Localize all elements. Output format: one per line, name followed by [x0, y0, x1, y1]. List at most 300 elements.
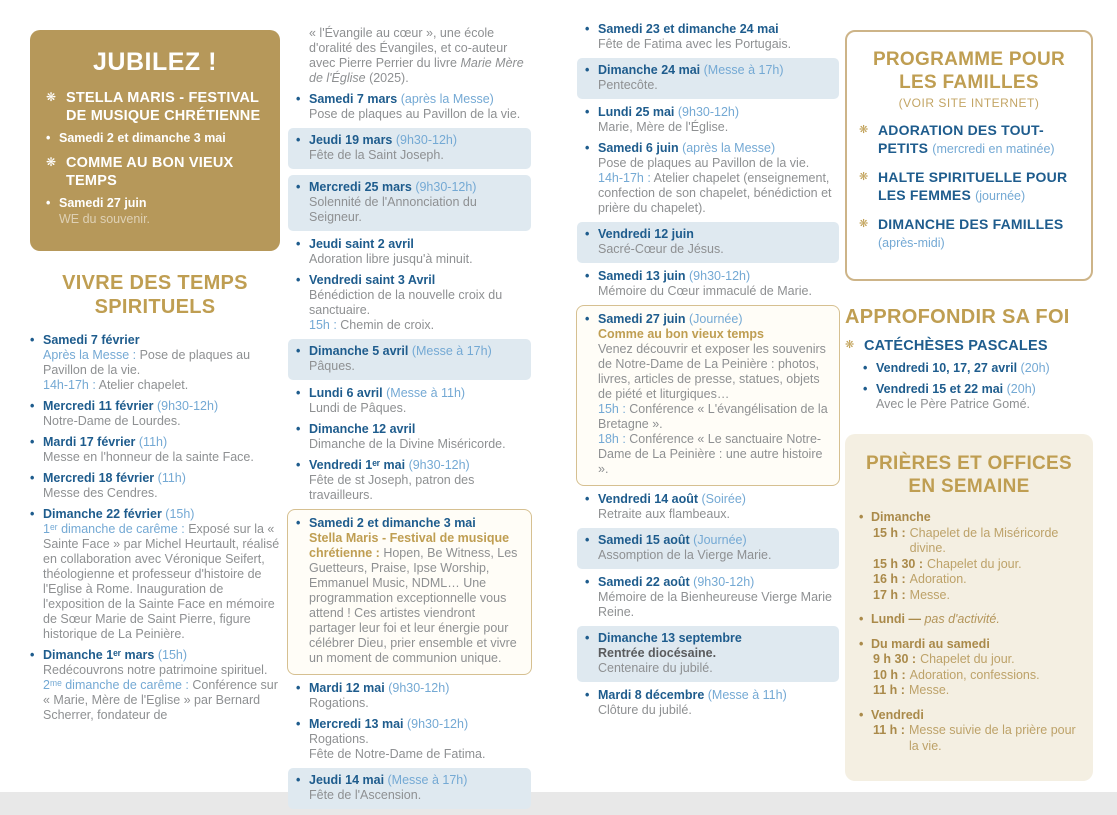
- event-line: [43, 663, 280, 678]
- event-text-segment: Exposé sur la « Sainte Face » par Michel Heurtault, réalisé en collaboration avec Véronique Seifert, théologienne et professeur d'histoire de l'Eglise à Rome. Inauguration de l'exposition de la Sainte Face en mémoire de Sœur Marie de Saint Pierre, figure historique de La Peinière.: [43, 522, 280, 641]
- prieres-day: Du mardi au samedi: [871, 636, 990, 651]
- event-head: [309, 717, 529, 732]
- event-text-segment: Centenaire du jubilé.: [598, 661, 713, 675]
- event-head: [598, 141, 837, 156]
- catechese-time-note: (20h): [1017, 361, 1050, 375]
- catechese-date: Vendredi 15 et 22 mai: [876, 382, 1004, 396]
- event-text-segment: 18h :: [598, 432, 630, 446]
- catechese-item: [863, 361, 1093, 376]
- event-head: [309, 681, 529, 696]
- event-line: [43, 378, 280, 393]
- event-item: [296, 386, 529, 416]
- event-head: [598, 269, 837, 284]
- event-head: [598, 227, 833, 242]
- event-time-note: (15h): [161, 507, 195, 521]
- catechese-item: [863, 382, 1093, 412]
- event-time-note: (9h30-12h): [392, 133, 458, 147]
- event-item: [585, 492, 837, 522]
- event-date: Samedi 7 février: [43, 333, 140, 347]
- bullet-icon: •: [296, 237, 301, 251]
- event-item: [585, 105, 837, 135]
- event-date: Samedi 22 août: [598, 575, 690, 589]
- event-line: [309, 359, 525, 374]
- bullet-icon: •: [296, 92, 301, 106]
- event-time-note: (après la Messe): [397, 92, 494, 106]
- bullet-icon: •: [30, 435, 35, 449]
- event-line: [598, 342, 831, 402]
- event-line: [43, 486, 280, 501]
- event-head: [43, 435, 280, 450]
- event-head: [309, 773, 525, 788]
- event-head: [309, 237, 529, 252]
- bullet-icon: •: [859, 636, 864, 651]
- event-text-segment: « l'Évangile au cœur », une école d'oralité des Évangiles, et co-auteur avec Pierre Perrier du livre: [309, 26, 508, 70]
- event-date: Dimanche 24 mai: [598, 63, 701, 77]
- prieres-time-desc: Chapelet du jour.: [927, 556, 1022, 571]
- column-1: [30, 30, 280, 729]
- prieres-box: [845, 434, 1093, 781]
- prieres-time-line: [871, 526, 1079, 557]
- bullet-icon: •: [296, 422, 301, 436]
- event-item: [585, 269, 837, 299]
- event-text-segment: Après la Messe :: [43, 348, 140, 362]
- bullet-icon: •: [859, 612, 864, 626]
- prieres-time-label: 17 h :: [873, 587, 906, 602]
- event-head: [43, 471, 280, 486]
- event-date: Mardi 8 décembre: [598, 688, 705, 702]
- event-text-segment: Mémoire du Cœur immaculé de Marie.: [598, 284, 812, 298]
- event-date: Vendredi 12 juin: [598, 227, 694, 241]
- bullet-icon: •: [296, 180, 301, 194]
- bullet-icon: •: [585, 688, 590, 702]
- event-line: [598, 327, 831, 342]
- familles-item-note: (journée): [975, 189, 1026, 203]
- event-date: Jeudi 19 mars: [309, 133, 393, 147]
- event-head: [598, 105, 837, 120]
- event-time-note: (11h): [135, 435, 168, 449]
- prieres-day-line: [871, 708, 1079, 724]
- event-line: [598, 507, 837, 522]
- bullet-icon: •: [296, 681, 301, 695]
- event-text-segment: Chemin de croix.: [340, 318, 435, 332]
- event-head: [309, 273, 529, 288]
- event-date: Vendredi 1ᵉʳ mai: [309, 458, 406, 472]
- events-column-3: [585, 22, 837, 718]
- bullet-icon: •: [585, 269, 590, 283]
- flower-icon: ❋: [46, 90, 57, 104]
- event-line: [598, 37, 837, 52]
- event-date: Lundi 6 avril: [309, 386, 383, 400]
- bullet-icon: •: [30, 507, 35, 521]
- bullet-icon: •: [30, 333, 35, 347]
- event-head: [598, 533, 833, 548]
- familles-title: PROGRAMME POUR LES FAMILLES: [872, 49, 1066, 93]
- bullet-icon: •: [585, 312, 590, 326]
- event-date: Dimanche 22 février: [43, 507, 162, 521]
- familles-items: [859, 122, 1079, 252]
- flower-icon: ❋: [845, 339, 855, 351]
- event-line: [309, 107, 529, 122]
- catechese-time-note: (20h): [1003, 382, 1036, 396]
- event-text-segment: Rogations.: [309, 732, 369, 746]
- event-item: [288, 768, 531, 809]
- event-line: [309, 696, 529, 711]
- prieres-time-label: 11 h :: [873, 683, 905, 697]
- prieres-time-desc: Chapelet du jour.: [920, 652, 1015, 666]
- bullet-icon: •: [296, 344, 301, 358]
- event-time-note: (11h): [154, 471, 186, 485]
- event-time-note: (Messe à 11h): [382, 386, 466, 400]
- event-text-segment: Marie Mère de l'Église: [309, 56, 524, 85]
- event-text-segment: Comme au bon vieux temps: [598, 327, 765, 341]
- bullet-icon: •: [30, 471, 35, 485]
- event-text-segment: (2025).: [365, 71, 409, 85]
- event-item: [296, 681, 529, 711]
- event-item: [577, 626, 839, 682]
- event-text-segment: Marie, Mère de l'Église.: [598, 120, 729, 134]
- event-text-segment: Hopen, Be Witness, Les Guetteurs, Praise, Ipse Worship, Emmanuel Music, NDML… Une programmation exceptionnelle vous attend ! Ces artistes viendront partager leur foi et leur énergie pour célébrer Dieu, prier ensemble et vivre un moment de communion unique.: [309, 546, 518, 665]
- event-line: [309, 473, 529, 503]
- event-head: [309, 180, 525, 195]
- event-text-segment: Mémoire de la Bienheureuse Vierge Marie Reine.: [598, 590, 832, 619]
- familles-item-note: (après-midi): [878, 236, 945, 250]
- event-time-note: (9h30-12h): [685, 269, 751, 283]
- familles-item-label: DIMANCHE DES FAMILLES: [878, 216, 1064, 232]
- event-time-note: (9h30-12h): [674, 105, 740, 119]
- event-item: [585, 22, 837, 52]
- prieres-time-label: 16 h :: [873, 572, 906, 586]
- flower-icon: ❋: [859, 218, 869, 230]
- jubilez-date-note: WE du souvenir.: [59, 212, 151, 226]
- prieres-time-line: [871, 588, 1079, 604]
- event-text-segment: Retraite aux flambeaux.: [598, 507, 731, 521]
- event-time-note: (9h30-12h): [689, 575, 755, 589]
- event-item: [296, 273, 529, 333]
- bullet-icon: •: [46, 131, 51, 145]
- event-item: [296, 237, 529, 267]
- event-time-note: (9h30-12h): [153, 399, 219, 413]
- event-text-segment: Fête de l'Ascension.: [309, 788, 422, 802]
- event-line: [309, 747, 529, 762]
- event-text-segment: Pâques.: [309, 359, 355, 373]
- familles-subtitle: (VOIR SITE INTERNET): [898, 96, 1040, 110]
- familles-item-label: ADORATION DES TOUT-PETITS: [878, 122, 1044, 156]
- event-time-note: (après la Messe): [678, 141, 776, 155]
- event-text-segment: Pose de plaques au Pavillon de la vie.: [43, 348, 251, 377]
- event-text-segment: Fête de Fatima avec les Portugais.: [598, 37, 792, 51]
- event-line: [43, 450, 280, 465]
- bullet-icon: •: [585, 533, 590, 547]
- prieres-time-desc: Adoration, confessions.: [909, 667, 1040, 682]
- bullet-icon: •: [585, 22, 590, 36]
- event-date: Jeudi saint 2 avril: [309, 237, 414, 251]
- event-time-note: (Soirée): [698, 492, 746, 506]
- event-item: [288, 175, 531, 231]
- event-item: [585, 688, 837, 718]
- bullet-icon: •: [585, 492, 590, 506]
- event-date: Samedi 15 août: [598, 533, 690, 547]
- jubilez-item-label: COMME AU BON VIEUX TEMPS: [66, 155, 234, 189]
- jubilez-item: [46, 89, 264, 125]
- event-item: [296, 92, 529, 122]
- event-text-segment: Pentecôte.: [598, 78, 658, 92]
- bullet-icon: •: [30, 648, 35, 662]
- event-line: [598, 402, 831, 432]
- events-column-2: [296, 26, 529, 809]
- catechese-head: [876, 382, 1093, 397]
- prieres-time-line: [871, 557, 1079, 573]
- event-line: [309, 788, 525, 803]
- event-date: Samedi 2 et dimanche 3 mai: [309, 516, 476, 530]
- event-head: [598, 688, 837, 703]
- bullet-icon: •: [296, 717, 301, 731]
- approfondir-items: [845, 361, 1093, 412]
- event-item: [30, 471, 280, 501]
- event-date: Samedi 23 et dimanche 24 mai: [598, 22, 779, 36]
- event-item: [30, 333, 280, 393]
- event-item: [577, 528, 839, 569]
- event-text-segment: 15h :: [309, 318, 341, 332]
- prieres-day: Lundi: [871, 612, 906, 626]
- event-date: Lundi 25 mai: [598, 105, 675, 119]
- bullet-icon: •: [863, 382, 868, 396]
- event-text-segment: Conférence « L'évangélisation de la Bretagne ».: [598, 402, 828, 431]
- event-head: [598, 575, 837, 590]
- event-date: Mercredi 18 février: [43, 471, 155, 485]
- event-line: [309, 732, 529, 747]
- event-time-note: (Messe à 17h): [700, 63, 784, 77]
- prieres-time-desc: Messe suivie de la prière pour la vie.: [908, 723, 1076, 753]
- flower-icon: ❋: [859, 171, 869, 183]
- event-text-segment: Conférence sur « Marie, Mère de l'Eglise » par Bernard Scherrer, fondateur de: [43, 678, 278, 722]
- event-head: [309, 516, 523, 531]
- bullet-icon: •: [585, 141, 590, 155]
- event-line: [598, 284, 837, 299]
- event-item: [288, 339, 531, 380]
- event-text-segment: Venez découvrir et exposer les souvenirs de Notre-Dame de La Peinière : photos, livres, articles de presse, statues, objets de piété et liturgiques…: [598, 342, 826, 401]
- prieres-group: [859, 637, 1079, 699]
- event-line: [309, 195, 525, 225]
- event-time-note: (15h): [154, 648, 188, 662]
- event-date: Samedi 6 juin: [598, 141, 679, 155]
- event-item: [296, 26, 529, 86]
- jubilez-item: [46, 154, 264, 190]
- event-text-segment: Messe en l'honneur de la sainte Face.: [43, 450, 254, 464]
- event-date: Mercredi 25 mars: [309, 180, 412, 194]
- event-text-segment: 15h :: [598, 402, 630, 416]
- bullet-icon: •: [296, 133, 301, 147]
- event-line: [598, 432, 831, 477]
- event-head: [309, 422, 529, 437]
- approfondir-subheading-label: CATÉCHÈSES PASCALES: [864, 338, 1048, 354]
- event-head: [43, 333, 280, 348]
- column-2: [296, 26, 529, 815]
- event-line: [598, 78, 833, 93]
- column-3: [585, 22, 837, 724]
- bullet-icon: •: [296, 458, 301, 472]
- event-text-segment: Messe des Cendres.: [43, 486, 158, 500]
- bullet-icon: •: [585, 63, 590, 77]
- event-item: [30, 435, 280, 465]
- event-head: [309, 458, 529, 473]
- event-text-segment: 14h-17h :: [598, 171, 654, 185]
- jubilez-item-date: [46, 130, 264, 146]
- event-time-note: (Journée): [685, 312, 743, 326]
- event-head: [598, 492, 837, 507]
- jubilez-items: [46, 89, 264, 227]
- events-column-1: [30, 333, 280, 723]
- prieres-day-line: [871, 612, 1079, 628]
- event-item: [585, 141, 837, 216]
- event-text-segment: Rentrée diocésaine.: [598, 646, 717, 660]
- event-time-note: (Messe à 17h): [384, 773, 468, 787]
- event-item: [30, 399, 280, 429]
- prieres-day-line: [871, 637, 1079, 653]
- event-text-segment: Fête de la Saint Joseph.: [309, 148, 444, 162]
- jubilez-title: JUBILEZ !: [93, 48, 217, 76]
- event-text-segment: Solennité de l'Annonciation du Seigneur.: [309, 195, 477, 224]
- event-item: [576, 305, 840, 486]
- prieres-time-line: [871, 572, 1079, 588]
- bullet-icon: •: [859, 707, 864, 722]
- event-head: [598, 63, 833, 78]
- event-text-segment: Assomption de la Vierge Marie.: [598, 548, 772, 562]
- prieres-time-label: 11 h :: [873, 723, 905, 737]
- event-text-segment: Conférence « Le sanctuaire Notre-Dame de La Peinière : une autre histoire ».: [598, 432, 823, 476]
- prieres-time-desc: Chapelet de la Miséricorde divine.: [909, 525, 1059, 555]
- prieres-day-note: pas d'activité.: [924, 612, 1000, 626]
- catechese-date: Vendredi 10, 17, 27 avril: [876, 361, 1018, 375]
- event-date: Samedi 13 juin: [598, 269, 686, 283]
- familles-item-note: (mercredi en matinée): [932, 142, 1055, 156]
- bullet-icon: •: [863, 361, 868, 375]
- event-line: [309, 531, 523, 666]
- prieres-day: Vendredi: [871, 707, 924, 722]
- event-head: [43, 399, 280, 414]
- event-item: [30, 507, 280, 642]
- familles-item-label: HALTE SPIRITUELLE POUR LES FEMMES: [878, 169, 1068, 203]
- event-text-segment: Dimanche de la Divine Miséricorde.: [309, 437, 506, 451]
- prieres-time-label: 15 h :: [873, 525, 906, 540]
- event-date: Mardi 12 mai: [309, 681, 385, 695]
- event-text-segment: Pose de plaques au Pavillon de la vie.: [309, 107, 521, 121]
- event-text-segment: Adoration libre jusqu'à minuit.: [309, 252, 473, 266]
- event-date: Dimanche 1ᵉʳ mars: [43, 648, 155, 662]
- bullet-icon: •: [296, 386, 301, 400]
- event-head: [309, 133, 525, 148]
- bullet-icon: •: [585, 575, 590, 589]
- event-item: [296, 422, 529, 452]
- event-time-note: (9h30-12h): [384, 681, 450, 695]
- event-head: [598, 631, 833, 646]
- event-line: [598, 171, 837, 216]
- jubilez-date-text: Samedi 27 juin: [59, 196, 147, 210]
- prieres-time-line: [871, 668, 1079, 684]
- event-date: Samedi 7 mars: [309, 92, 398, 106]
- bullet-icon: •: [296, 773, 301, 787]
- event-line: [309, 437, 529, 452]
- event-head: [43, 648, 280, 663]
- event-line: [598, 242, 833, 257]
- event-time-note: (9h30-12h): [403, 717, 469, 731]
- prieres-time-desc: Adoration.: [909, 572, 967, 586]
- approfondir-heading: APPROFONDIR SA FOI: [845, 306, 1070, 328]
- event-text-segment: Clôture du jubilé.: [598, 703, 692, 717]
- jubilez-item-label: STELLA MARIS - FESTIVAL DE MUSIQUE CHRÉTIENNE: [66, 90, 261, 124]
- approfondir-subheading: [845, 337, 1093, 355]
- event-item: [577, 222, 839, 263]
- prieres-time-label: 10 h :: [873, 667, 906, 682]
- event-text-segment: Atelier chapelet.: [98, 378, 189, 392]
- catechese-line: Avec le Père Patrice Gomé.: [876, 397, 1031, 411]
- prieres-groups: [859, 510, 1079, 754]
- event-text-segment: Rogations.: [309, 696, 369, 710]
- event-date: Dimanche 13 septembre: [598, 631, 742, 645]
- event-line: [43, 348, 280, 378]
- prieres-group: [859, 612, 1079, 628]
- event-line: [598, 120, 837, 135]
- prieres-group: [859, 708, 1079, 755]
- event-text-segment: 1ᵉʳ dimanche de carême :: [43, 522, 189, 536]
- bullet-icon: •: [46, 196, 51, 210]
- event-text-segment: Redécouvrons notre patrimoine spirituel.: [43, 663, 268, 677]
- event-item: [30, 648, 280, 723]
- jubilez-date-text: Samedi 2 et dimanche 3 mai: [59, 131, 226, 145]
- bullet-icon: •: [30, 399, 35, 413]
- familles-item: [859, 122, 1079, 158]
- familles-item: [859, 169, 1079, 205]
- event-line: [43, 414, 280, 429]
- event-line: [598, 661, 833, 676]
- event-line: [598, 548, 833, 563]
- event-head: [598, 22, 837, 37]
- event-item: [296, 717, 529, 762]
- bullet-icon: •: [859, 510, 864, 524]
- prieres-time-desc: Messe.: [909, 587, 950, 602]
- event-item: [287, 509, 532, 675]
- event-line: [598, 646, 833, 661]
- event-text-segment: 14h-17h :: [43, 378, 99, 392]
- event-line: [598, 156, 837, 171]
- event-date: Samedi 27 juin: [598, 312, 686, 326]
- familles-box: [845, 30, 1093, 281]
- event-line: [598, 590, 837, 620]
- prieres-title: PRIÈRES ET OFFICES EN SEMAINE: [866, 453, 1072, 497]
- prieres-group: [859, 510, 1079, 603]
- event-line: [309, 288, 529, 318]
- bullet-icon: •: [585, 105, 590, 119]
- column-4: [845, 30, 1093, 781]
- event-line: [309, 252, 529, 267]
- event-time-note: (9h30-12h): [411, 180, 477, 194]
- vivre-heading: VIVRE DES TEMPS SPIRITUELS: [62, 272, 248, 318]
- event-item: [585, 575, 837, 620]
- event-line: [43, 678, 280, 723]
- event-head: [309, 92, 529, 107]
- prieres-day: Dimanche: [871, 510, 931, 524]
- event-text-segment: Bénédiction de la nouvelle croix du sanctuaire.: [309, 288, 503, 317]
- prieres-time-line: [871, 723, 1079, 754]
- event-time-note: (Journée): [689, 533, 747, 547]
- prieres-dash: —: [905, 612, 925, 626]
- event-head: [598, 312, 831, 327]
- prieres-time-desc: Messe.: [908, 683, 950, 697]
- bullet-icon: •: [585, 631, 590, 645]
- event-line: [598, 703, 837, 718]
- event-text-segment: Notre-Dame de Lourdes.: [43, 414, 181, 428]
- event-item: [577, 58, 839, 99]
- event-date: Mardi 17 février: [43, 435, 136, 449]
